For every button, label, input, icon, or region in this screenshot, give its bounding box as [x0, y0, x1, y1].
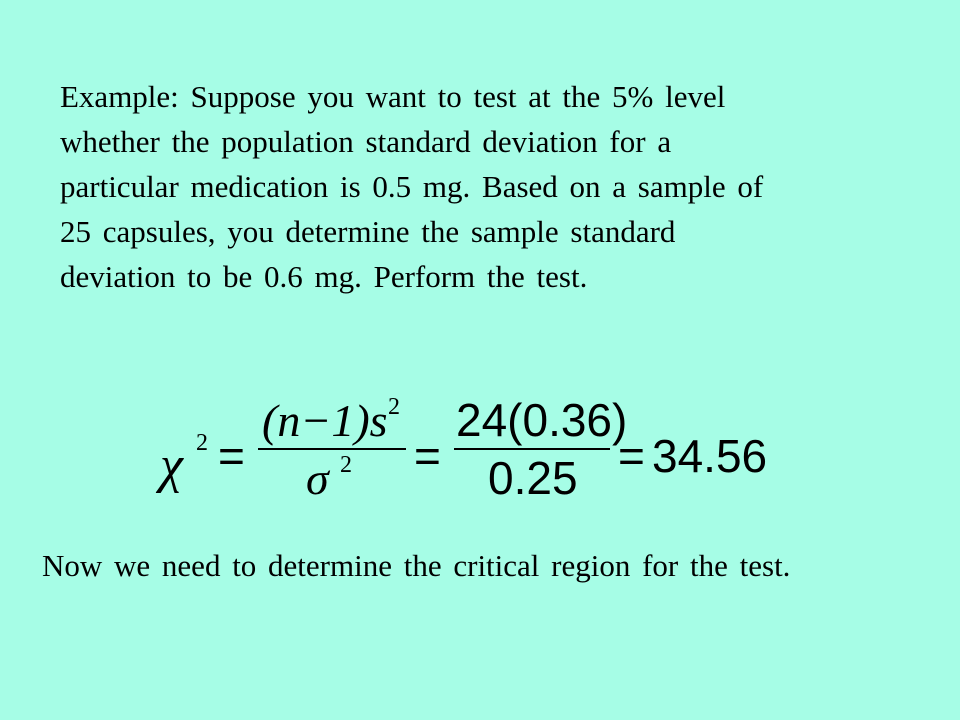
example-line-1: Example: Suppose you want to test at the 5% level — [60, 79, 726, 114]
equals-sign-1: = — [218, 430, 245, 482]
chi-exponent: 2 — [196, 430, 208, 456]
example-line-4: 25 capsules, you determine the sample standard — [60, 214, 676, 249]
fraction1-denominator-exponent: 2 — [340, 452, 352, 478]
conclusion-text: Now we need to determine the critical region for the test. — [42, 548, 791, 583]
example-line-5: deviation to be 0.6 mg. Perform the test. — [60, 259, 588, 294]
fraction1-numerator-exponent: 2 — [388, 394, 400, 420]
fraction2-denominator: 0.25 — [488, 452, 578, 504]
formula-result: 34.56 — [652, 430, 768, 482]
example-line-2: whether the population standard deviation for a — [60, 124, 672, 159]
equals-sign-2: = — [414, 430, 441, 482]
chi-symbol: χ — [160, 437, 183, 494]
equals-sign-3: = — [618, 430, 645, 482]
fraction1-numerator: (n−1)s — [262, 395, 388, 446]
fraction1-denominator: σ — [306, 453, 329, 504]
fraction2-numerator: 24(0.36) — [456, 394, 628, 446]
example-line-3: particular medication is 0.5 mg. Based on a sample of — [60, 169, 764, 204]
